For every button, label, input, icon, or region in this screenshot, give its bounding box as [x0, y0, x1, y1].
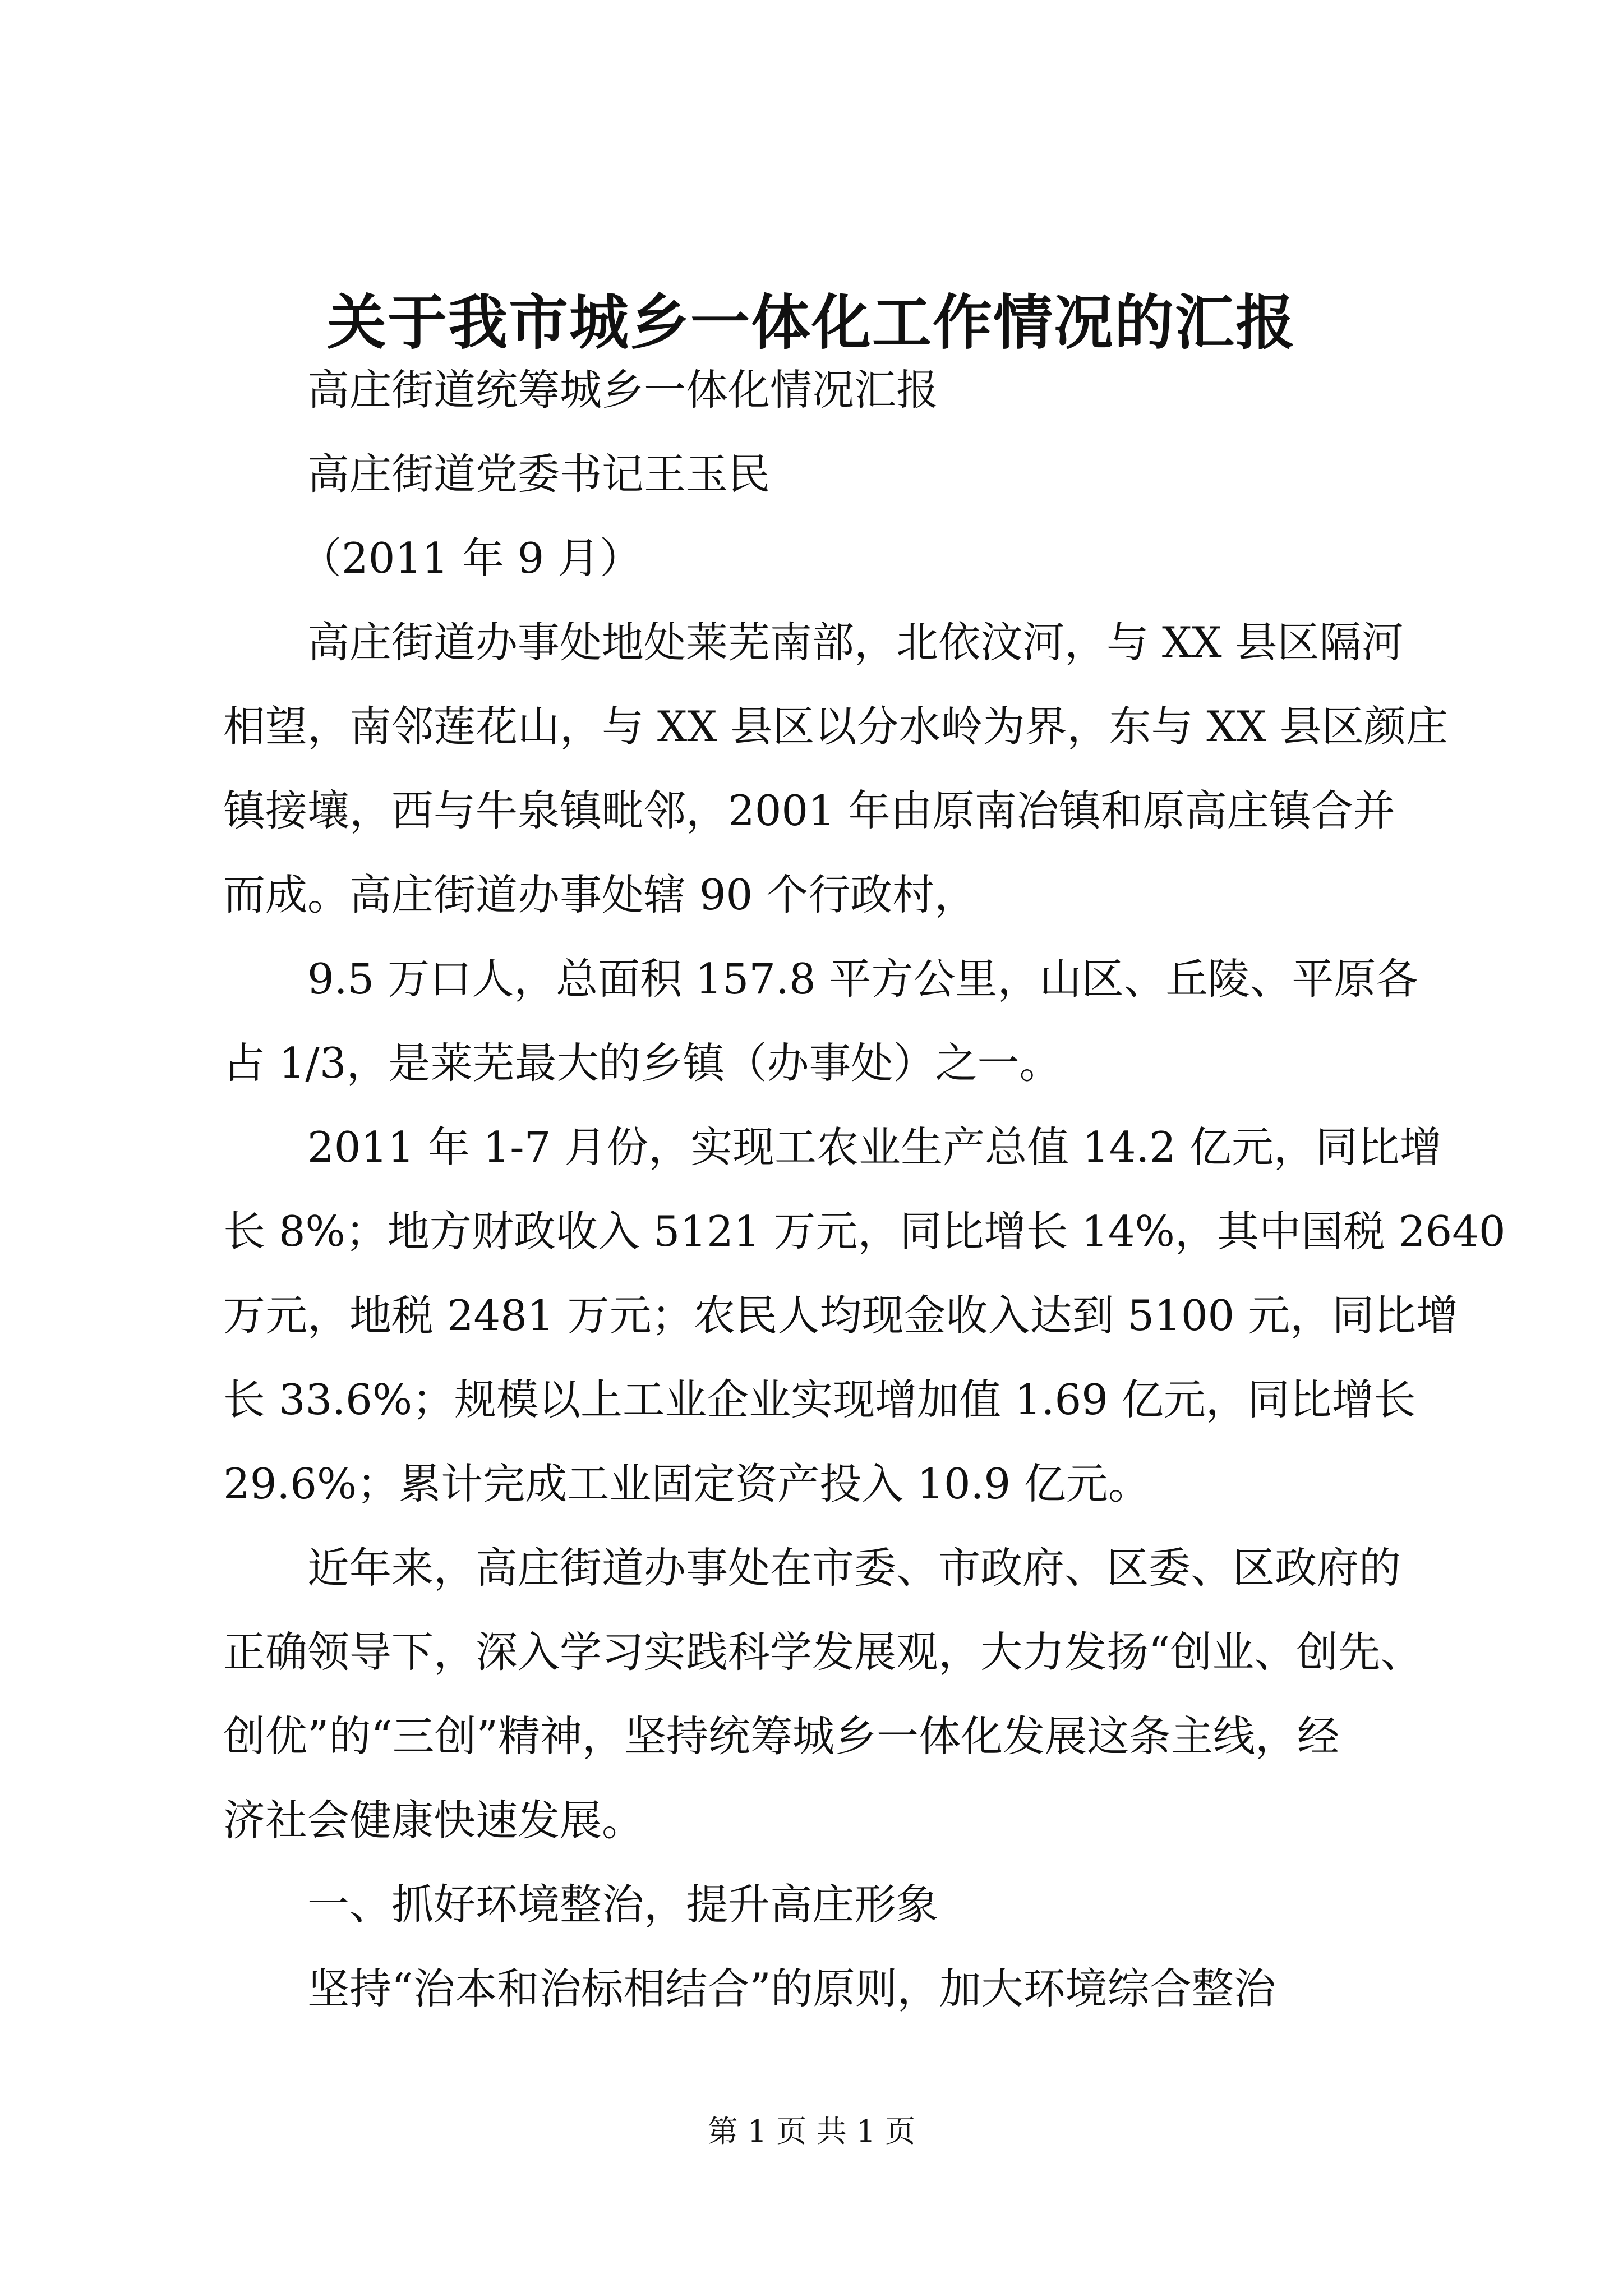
paragraph-line: 高庄街道办事处地处莱芜南部，北依汶河，与 XX 县区隔河 — [307, 618, 1404, 667]
paragraph-line: 正确领导下，深入学习实践科学发展观，大力发扬“创业、创先、 — [223, 1627, 1423, 1677]
paragraph-line: 相望，南邻莲花山，与 XX 县区以分水岭为界，东与 XX 县区颜庄 — [223, 702, 1448, 751]
paragraph-line: 29.6%；累计完成工业固定资产投入 10.9 亿元。 — [223, 1459, 1150, 1508]
paragraph-line: 而成。高庄街道办事处辖 90 个行政村， — [223, 870, 977, 919]
paragraph-line: 创优”的“三创”精神，坚持统筹城乡一体化发展这条主线，经 — [223, 1711, 1340, 1761]
paragraph-line: 镇接壤，西与牛泉镇毗邻，2001 年由原南冶镇和原高庄镇合并 — [223, 786, 1395, 835]
paragraph-line: 占 1/3，是莱芜最大的乡镇（办事处）之一。 — [223, 1038, 1062, 1088]
paragraph-line: 万元，地税 2481 万元；农民人均现金收入达到 5100 元，同比增 — [223, 1291, 1459, 1340]
paragraph-line: 长 8%；地方财政收入 5121 万元，同比增长 14%，其中国税 2640 — [223, 1207, 1506, 1256]
document-body — [223, 348, 1506, 2031]
subtitle-line: 高庄街道统筹城乡一体化情况汇报 — [307, 365, 939, 415]
paragraph-line: 2011 年 1-7 月份，实现工农业生产总值 14.2 亿元，同比增 — [307, 1122, 1442, 1172]
section-heading: 一、抓好环境整治，提升高庄形象 — [307, 1880, 939, 1929]
author-line: 高庄街道党委书记王玉民 — [307, 449, 771, 499]
paragraph-line: 近年来，高庄街道办事处在市委、市政府、区委、区政府的 — [307, 1543, 1401, 1593]
paragraph-line: 济社会健康快速发展。 — [223, 1796, 644, 1845]
document-title: 关于我市城乡一体化工作情况的汇报 — [327, 287, 1296, 357]
page-number-footer: 第 1 页 共 1 页 — [707, 2114, 916, 2149]
paragraph-line: 坚持“治本和治标相结合”的原则，加大环境综合整治 — [307, 1964, 1276, 2013]
paragraph-line: 9.5 万口人，总面积 157.8 平方公里，山区、丘陵、平原各 — [307, 954, 1418, 1004]
paragraph-line: 长 33.6%；规模以上工业企业实现增加值 1.69 亿元，同比增长 — [223, 1375, 1416, 1424]
date-line: （2011 年 9 月） — [299, 533, 642, 583]
